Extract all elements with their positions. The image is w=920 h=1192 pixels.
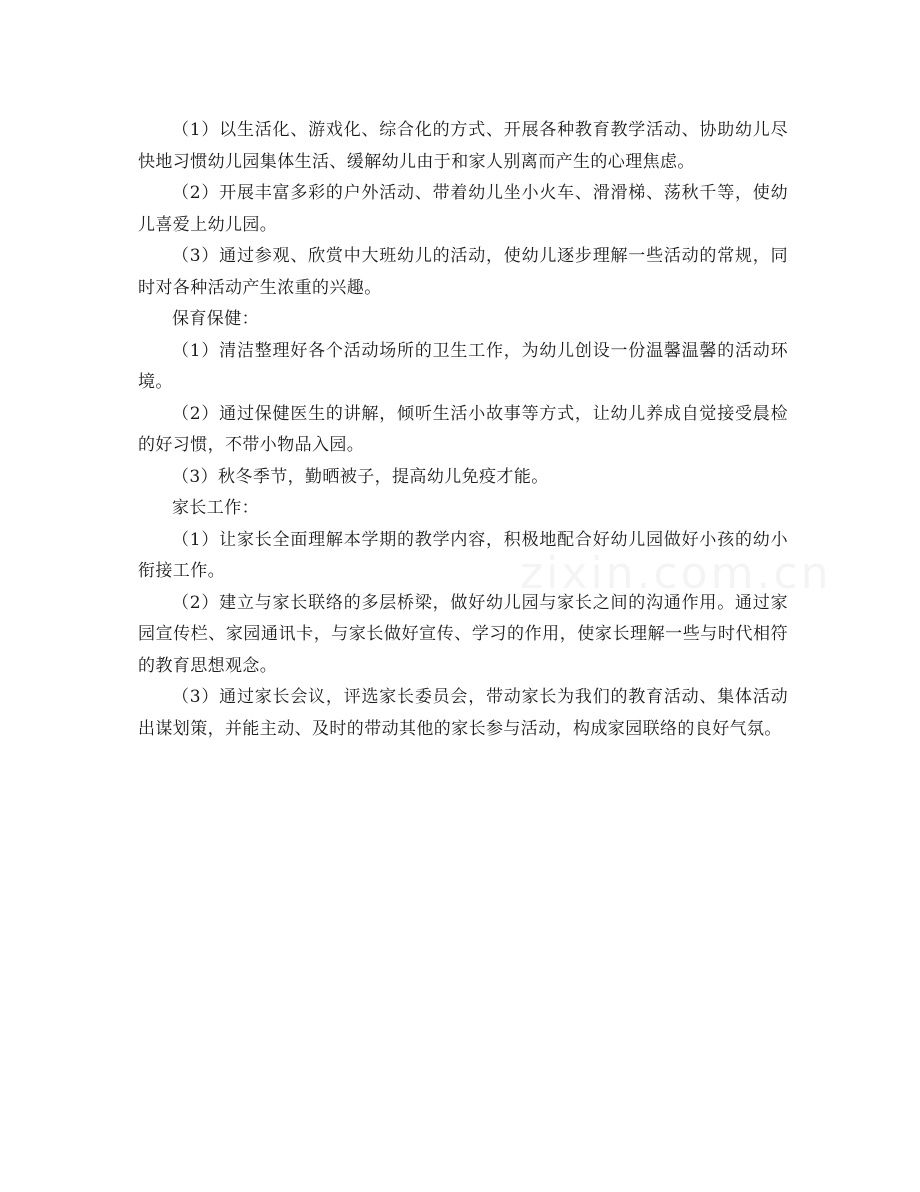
section-heading-parents: 家长工作： [172, 498, 259, 518]
paragraph-adaptation-3: （3）通过参观、欣赏中大班幼儿的活动，使幼儿逐步理解一些活动的常规，同时对各种活动产生浓重的兴趣。 [138, 246, 788, 298]
section-heading-health: 保育保健： [172, 309, 259, 329]
paragraph-health-2: （2）通过保健医生的讲解，倾听生活小故事等方式，让幼儿养成自觉接受晨检的好习惯，不带小物品入园。 [138, 403, 788, 455]
paragraph-parents-1: （1）让家长全面理解本学期的教学内容，积极地配合好幼儿园做好小孩的幼小衔接工作。 [138, 529, 788, 581]
document-body [138, 115, 788, 745]
paragraph-adaptation-1: （1）以生活化、游戏化、综合化的方式、开展各种教育教学活动、协助幼儿尽快地习惯幼儿园集体生活、缓解幼儿由于和家人别离而产生的心理焦虑。 [138, 120, 788, 172]
paragraph-health-3: （3）秋冬季节，勤晒被子，提高幼儿免疫才能。 [172, 466, 549, 487]
paragraph-health-1: （1）清洁整理好各个活动场所的卫生工作，为幼儿创设一份温馨温馨的活动环境。 [138, 340, 788, 392]
paragraph-parents-2: （2）建立与家长联络的多层桥梁，做好幼儿园与家长之间的沟通作用。通过家园宣传栏、家园通讯卡，与家长做好宣传、学习的作用，使家长理解一些与时代相符的教育思想观念。 [138, 592, 788, 676]
paragraph-adaptation-2: （2）开展丰富多彩的户外活动、带着幼儿坐小火车、滑滑梯、荡秋千等，使幼儿喜爱上幼儿园。 [138, 183, 788, 235]
paragraph-parents-3: （3）通过家长会议，评选家长委员会，带动家长为我们的教育活动、集体活动出谋划策，并能主动、及时的带动其他的家长参与活动，构成家园联络的良好气氛。 [138, 687, 788, 739]
